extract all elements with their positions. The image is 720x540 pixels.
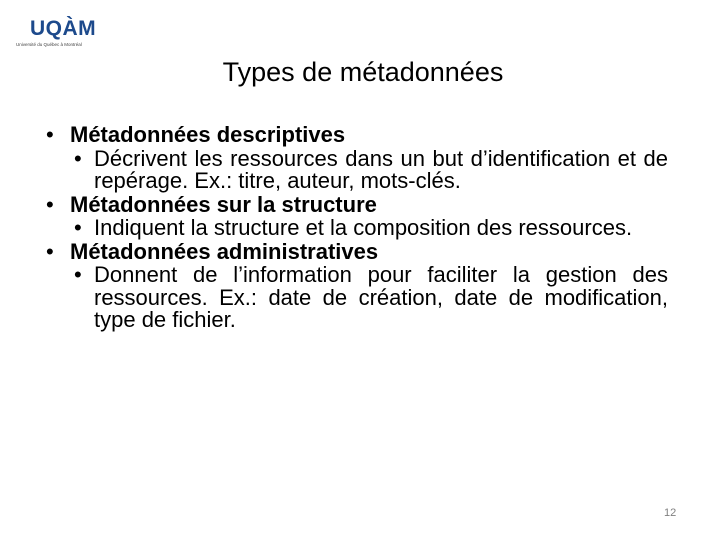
bullet-glyph: •: [46, 191, 54, 217]
bullet-glyph: •: [74, 215, 82, 240]
bullet-glyph: •: [74, 262, 82, 287]
page-number: 12: [664, 507, 677, 519]
bullet-glyph: •: [46, 238, 54, 264]
section-detail: Décrivent les ressources dans un but d’identification et de repérage. Ex.: titre, auteur, mots-clés.: [94, 145, 668, 193]
section-heading: Métadonnées administratives: [70, 238, 379, 264]
uqam-logo: [16, 18, 106, 47]
slide-title: Types de métadonnées: [222, 57, 504, 87]
logo-mark: UQÀM: [30, 17, 97, 40]
bullet-level2: [46, 264, 668, 332]
bullet-level1: [46, 191, 668, 217]
section-heading: Métadonnées descriptives: [70, 122, 346, 147]
slide-content: [46, 124, 668, 333]
logo-subtitle: Université du Québec à Montréal: [16, 42, 82, 47]
bullet-glyph: •: [74, 145, 82, 171]
section-detail: Donnent de l’information pour faciliter la gestion des ressources. Ex.: date de création, date de modification, type de fichier.: [94, 262, 668, 332]
bullet-level2: [46, 217, 668, 240]
bullet-glyph: •: [46, 122, 54, 147]
section-heading: Métadonnées sur la structure: [70, 191, 377, 217]
bullet-level1: [46, 124, 668, 147]
bullet-level1: [46, 238, 668, 264]
bullet-level2: [46, 145, 668, 193]
section-detail: Indiquent la structure et la composition des ressources.: [94, 215, 633, 240]
